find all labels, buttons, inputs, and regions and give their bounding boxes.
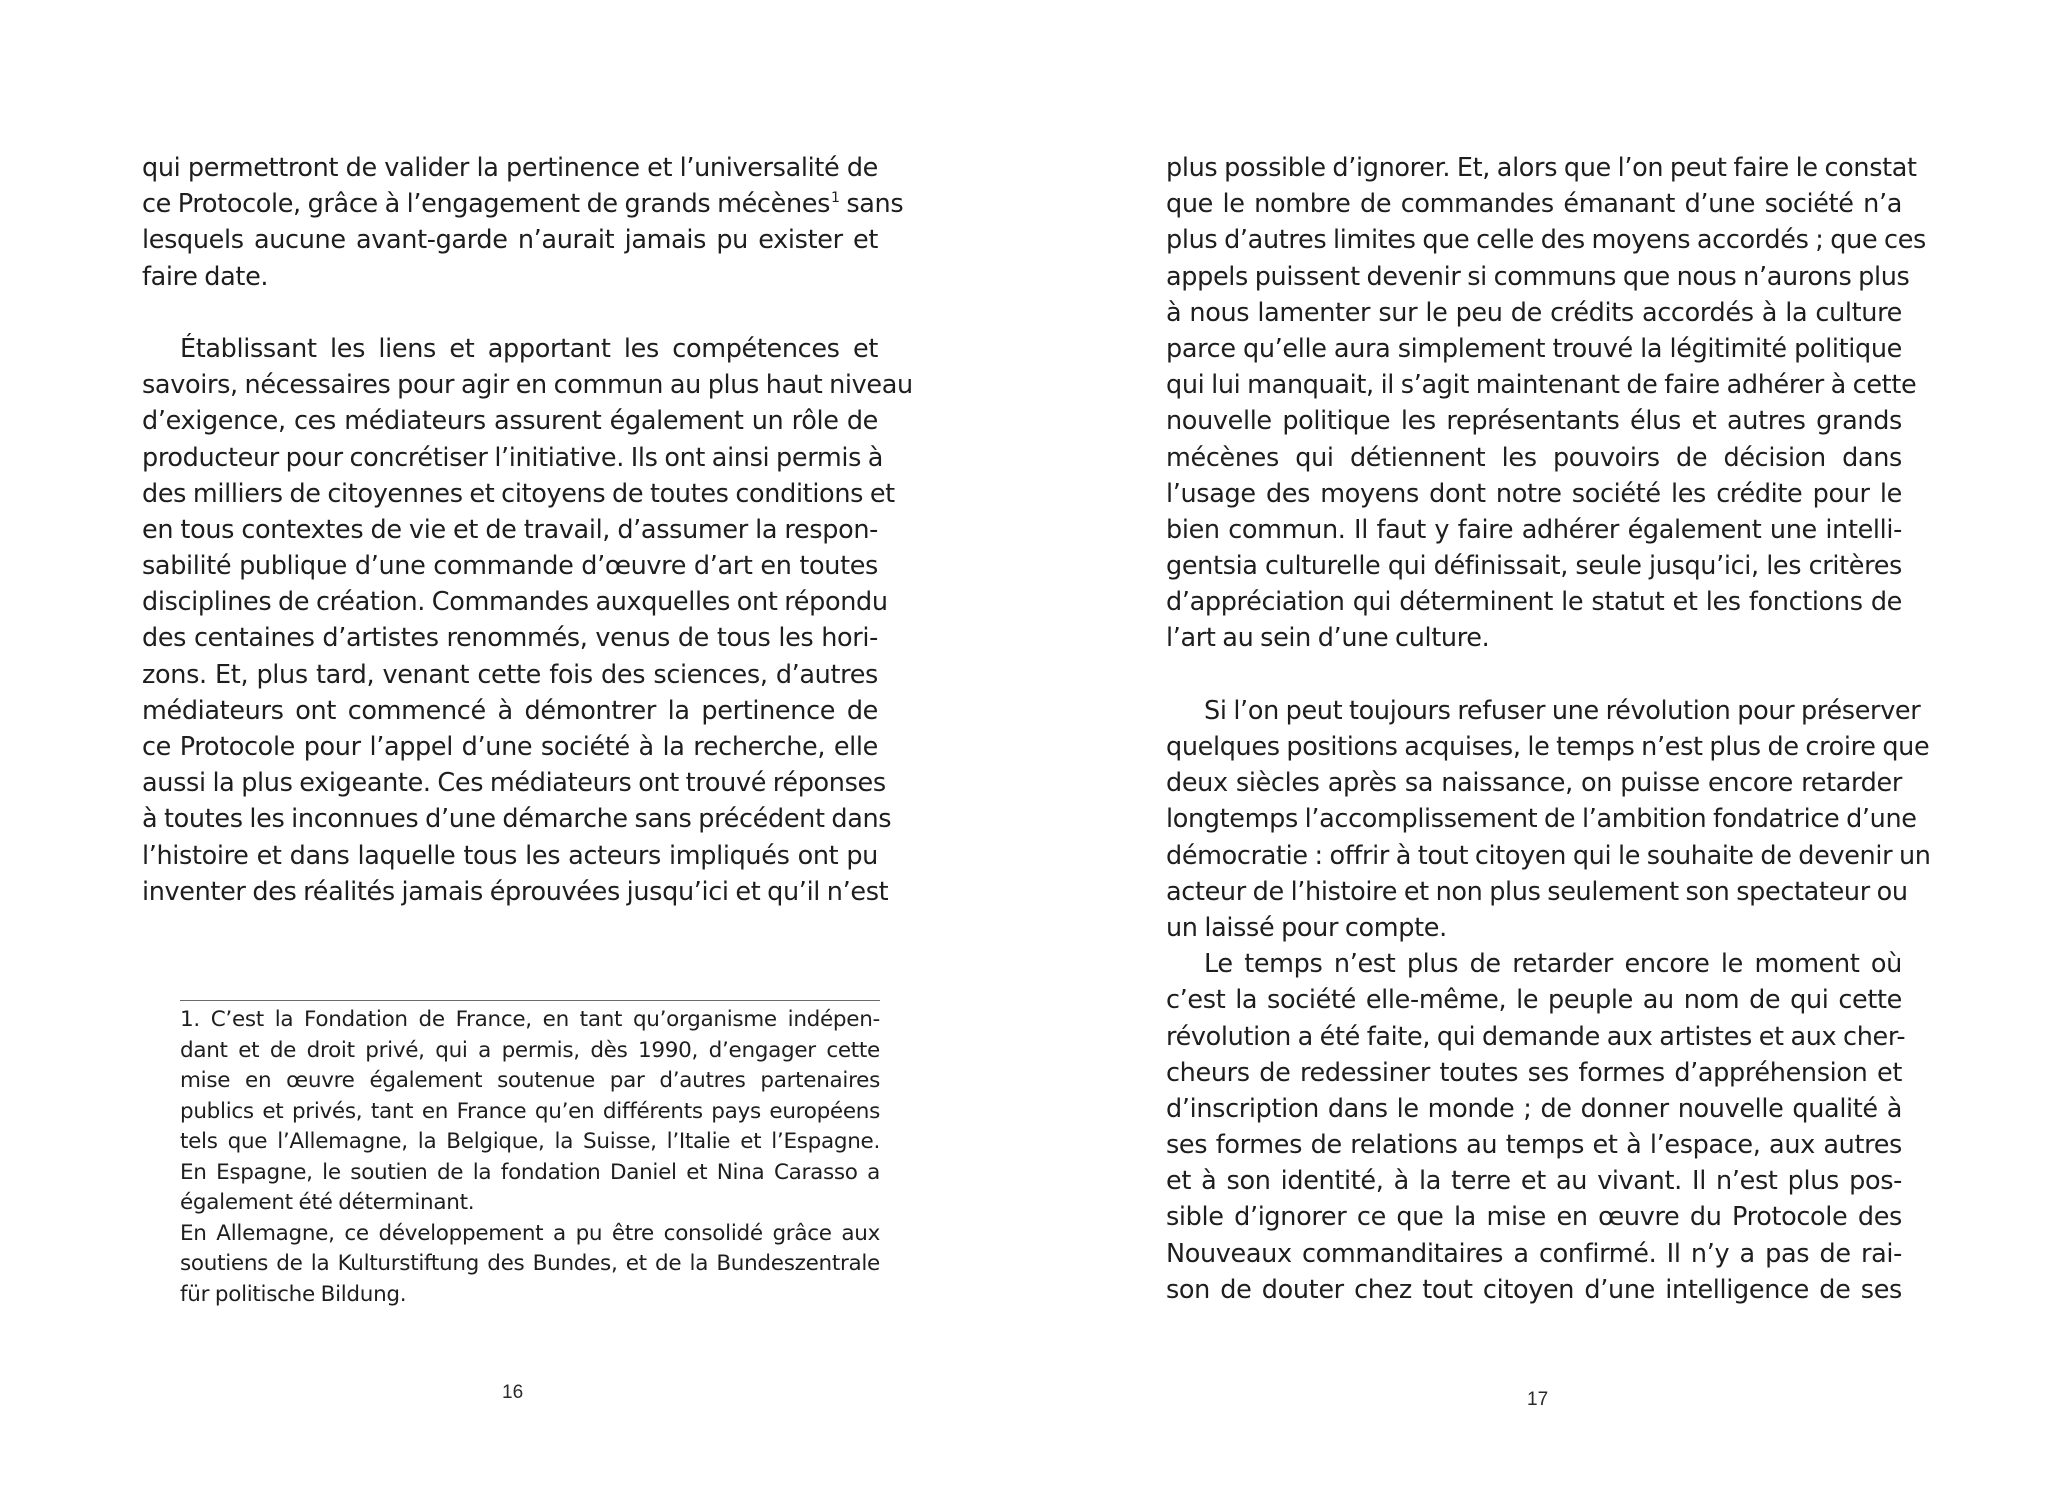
text-line-content: ce Protocole, grâce à l’engagement de grands mécènes [142,189,831,220]
footnote-line: également été déterminant. [180,1190,475,1215]
text-line: Établissant les liens et apportant les compétences et [180,333,878,364]
footnote-divider [180,1000,880,1001]
text-line: qui lui manquait, il s’agit maintenant de faire adhérer à cette [1166,370,1917,401]
text-line: sabilité publique d’une commande d’œuvre d’art en toutes [142,551,878,582]
text-line: en tous contextes de vie et de travail, d’assumer la respon- [142,514,878,545]
left-paragraph-2 [142,331,913,910]
text-line: Le temps n’est plus de retarder encore le moment où [1204,949,1902,980]
text-line: c’est la société elle-même, le peuple au nom de qui cette [1166,985,1902,1016]
text-line: faire date. [142,261,269,292]
paragraph-spacer [1166,657,1902,693]
text-line: acteur de l’histoire et non plus seulement son spectateur ou [1166,876,1908,907]
right-page-body [1166,150,1931,1308]
text-line-content-after-ref: sans [839,189,904,220]
text-line: deux siècles après sa naissance, on puisse encore retarder [1166,768,1902,799]
text-line: disciplines de création. Commandes auxquelles ont répondu [142,587,888,618]
text-line: aussi la plus exigeante. Ces médiateurs ont trouvé réponses [142,768,886,799]
text-line: et à son identité, à la terre et au vivant. Il n’est plus pos- [1166,1166,1902,1197]
text-line: des centaines d’artistes renommés, venus de tous les hori- [142,623,878,654]
left-page [0,0,1023,1496]
text-line: nouvelle politique les représentants élus et autres grands [1166,406,1902,437]
right-paragraph-1 [1166,150,1926,657]
text-line: gentsia culturelle qui définissait, seule jusqu’ici, les critères [1166,551,1902,582]
text-line: qui permettront de valider la pertinence et l’universalité de [142,153,878,183]
text-line: producteur pour concrétiser l’initiative. Ils ont ainsi permis à [142,442,884,473]
text-line: à toutes les inconnues d’une démarche sans précédent dans [142,804,892,835]
text-line: que le nombre de commandes émanant d’une société n’a [1166,189,1902,220]
text-line: bien commun. Il faut y faire adhérer également une intelli- [1166,514,1902,545]
text-line: d’exigence, ces médiateurs assurent également un rôle de [142,406,878,437]
text-line: parce qu’elle aura simplement trouvé la légitimité politique [1166,333,1902,364]
left-page-body [142,150,913,910]
text-line: appels puissent devenir si communs que nous n’aurons plus [1166,261,1910,292]
footnote-line: publics et privés, tant en France qu’en différents pays européens [180,1098,880,1124]
text-line: médiateurs ont commencé à démontrer la pertinence de [142,695,878,726]
text-line: révolution a été faite, qui demande aux artistes et aux cher- [1166,1021,1906,1052]
footnote-line: En Espagne, le soutien de la fondation Daniel et Nina Carasso a [180,1159,880,1185]
right-page [1024,0,2047,1496]
text-line: plus d’autres limites que celle des moyens accordés ; que ces [1166,225,1926,256]
footnote-line: mise en œuvre également soutenue par d’autres partenaires [180,1068,880,1093]
text-line: d’inscription dans le monde ; de donner nouvelle qualité à [1166,1093,1902,1124]
footnote-line: 1. C’est la Fondation de France, en tant qu’organisme indépen- [180,1007,880,1032]
page-number: 17 [1527,1389,1549,1410]
text-line: quelques positions acquises, le temps n’est plus de croire que [1166,732,1930,762]
right-paragraph-2 [1166,693,1931,946]
footnote-line: tels que l’Allemagne, la Belgique, la Suisse, l’Italie et l’Espagne. [180,1129,880,1154]
text-line-with-footnote-ref [142,186,904,222]
text-line: Si l’on peut toujours refuser une révolution pour préserver [1204,695,1921,726]
paragraph-spacer [142,295,878,331]
text-line: inventer des réalités jamais éprouvées jusqu’ici et qu’il n’est [142,876,889,907]
text-line: d’appréciation qui déterminent le statut et les fonctions de [1166,587,1902,618]
text-line: l’usage des moyens dont notre société les crédite pour le [1166,478,1902,509]
text-line: zons. Et, plus tard, venant cette fois des sciences, d’autres [142,659,878,690]
text-line: mécènes qui détiennent les pouvoirs de décision dans [1166,442,1902,473]
text-line: l’histoire et dans laquelle tous les acteurs impliqués ont pu [142,840,878,871]
footnote-line: soutiens de la Kulturstiftung des Bundes, et de la Bundeszentrale [180,1251,880,1276]
footnote-line: für politische Bildung. [180,1281,407,1307]
text-line: sible d’ignorer ce que la mise en œuvre du Protocole des [1166,1202,1902,1233]
text-line: cheurs de redessiner toutes ses formes d’appréhension et [1166,1057,1902,1088]
text-line: longtemps l’accomplissement de l’ambition fondatrice d’une [1166,804,1917,835]
text-line: son de douter chez tout citoyen d’une intelligence de ses [1166,1274,1902,1305]
footnote [180,1005,880,1310]
text-line: ses formes de relations au temps et à l’espace, aux autres [1166,1130,1902,1161]
text-line: savoirs, nécessaires pour agir en commun au plus haut niveau [142,370,913,401]
footnote-reference-marker[interactable]: 1 [831,190,840,207]
left-paragraph-1 [142,150,904,295]
text-line: plus possible d’ignorer. Et, alors que l’on peut faire le constat [1166,153,1917,183]
text-line: à nous lamenter sur le peu de crédits accordés à la culture [1166,297,1902,328]
text-line: démocratie : offrir à tout citoyen qui le souhaite de devenir un [1166,840,1931,871]
right-paragraph-3 [1166,946,1906,1308]
text-line: l’art au sein d’une culture. [1166,623,1490,654]
text-line: un laissé pour compte. [1166,912,1447,943]
footnote-line: En Allemagne, ce développement a pu être consolidé grâce aux [180,1220,880,1246]
text-line: des milliers de citoyennes et citoyens de toutes conditions et [142,478,895,509]
page-number: 16 [502,1382,524,1403]
footnote-line: dant et de droit privé, qui a permis, dès 1990, d’engager cette [180,1037,880,1063]
text-line: lesquels aucune avant-garde n’aurait jamais pu exister et [142,225,878,256]
text-line: ce Protocole pour l’appel d’une société à la recherche, elle [142,732,878,762]
text-line: Nouveaux commanditaires a confirmé. Il n’y a pas de rai- [1166,1238,1902,1269]
